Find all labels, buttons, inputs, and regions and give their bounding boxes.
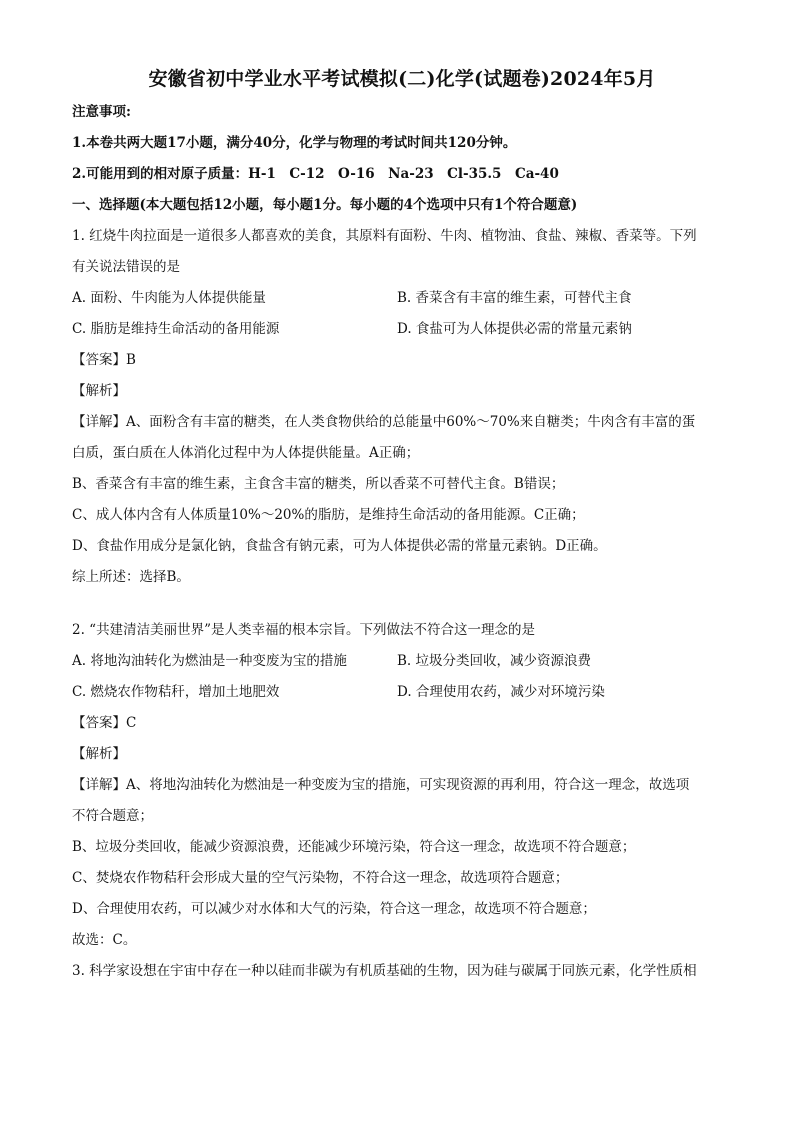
option-c: C. 燃烧农作物秸秆，增加土地肥效: [72, 684, 280, 700]
question-stem: 3. 科学家设想在宇宙中存在一种以硅而非碳为有机质基础的生物，因为硅与碳属于同族元素，化学性质相: [72, 963, 697, 979]
option-b: B. 香菜含有丰富的维生素，可替代主食: [397, 290, 632, 306]
page-title: 安徽省初中学业水平考试模拟(二)化学(试题卷)2024年5月: [148, 68, 656, 90]
notice-item-1: 1.本卷共两大题17小题，满分40分，化学与物理的考试时间共120分钟。: [72, 135, 517, 151]
detail-line: 不符合题意；: [72, 808, 153, 824]
summary-line: 故选：C。: [72, 932, 137, 948]
detail-line: 【详解】A、面粉含有丰富的糖类，在人类食物供给的总能量中60%～70%来自糖类；牛肉含有丰富的蛋: [72, 414, 696, 430]
option-row: [72, 314, 732, 345]
question-3: [72, 956, 732, 987]
detail-line: 【详解】A、将地沟油转化为燃油是一种变废为宝的措施，可实现资源的再利用，符合这一理念，故选项: [72, 777, 690, 793]
section-heading: 一、选择题(本大题包括12小题，每小题1分。每小题的4个选项中只有1个符合题意): [72, 197, 578, 213]
question-stem: 2. “共建清洁美丽世界”是人类幸福的根本宗旨。下列做法不符合这一理念的是: [72, 622, 535, 638]
question-stem-cont: 有关说法错误的是: [72, 259, 180, 275]
detail-line: D、合理使用农药，可以减少对水体和大气的污染，符合这一理念，故选项不符合题意；: [72, 901, 596, 917]
option-a: A. 面粉、牛肉能为人体提供能量: [72, 290, 266, 306]
detail-line: C、成人体内含有人体质量10%～20%的脂肪，是维持生命活动的备用能源。C正确；: [72, 507, 585, 523]
answer-tag: 【答案】B: [72, 352, 136, 368]
question-stem: 1. 红烧牛肉拉面是一道很多人都喜欢的美食，其原料有面粉、牛肉、植物油、食盐、辣椒、香菜等。下列: [72, 228, 697, 244]
option-a: A. 将地沟油转化为燃油是一种变废为宝的措施: [72, 653, 347, 669]
detail-line: 白质，蛋白质在人体消化过程中为人体提供能量。A正确；: [72, 445, 420, 461]
exam-page: [72, 64, 732, 987]
option-d: D. 食盐可为人体提供必需的常量元素钠: [397, 321, 632, 337]
option-row: [72, 646, 732, 677]
option-c: C. 脂肪是维持生命活动的备用能源: [72, 321, 280, 337]
analysis-tag: 【解析】: [72, 383, 126, 399]
notice-heading: 注意事项:: [72, 104, 131, 120]
detail-line: B、香菜含有丰富的维生素，主食含丰富的糖类，所以香菜不可替代主食。B错误；: [72, 476, 565, 492]
option-d: D. 合理使用农药，减少对环境污染: [397, 684, 605, 700]
detail-line: D、食盐作用成分是氯化钠，食盐含有钠元素，可为人体提供必需的常量元素钠。D正确。: [72, 538, 607, 554]
detail-line: B、垃圾分类回收，能减少资源浪费，还能减少环境污染，符合这一理念，故选项不符合题意；: [72, 839, 636, 855]
detail-line: C、焚烧农作物秸秆会形成大量的空气污染物，不符合这一理念，故选项符合题意；: [72, 870, 569, 886]
option-b: B. 垃圾分类回收，减少资源浪费: [397, 653, 592, 669]
answer-tag: 【答案】C: [72, 715, 137, 731]
question-2: [72, 615, 732, 956]
summary-line: 综上所述：选择B。: [72, 569, 190, 585]
analysis-tag: 【解析】: [72, 746, 126, 762]
spacer: [72, 593, 732, 615]
question-1: [72, 221, 732, 593]
option-row: [72, 283, 732, 314]
notice-item-2: 2.可能用到的相对原子质量：H-1 C-12 O-16 Na-23 Cl-35.5 Ca-40: [72, 166, 559, 182]
option-row: [72, 677, 732, 708]
